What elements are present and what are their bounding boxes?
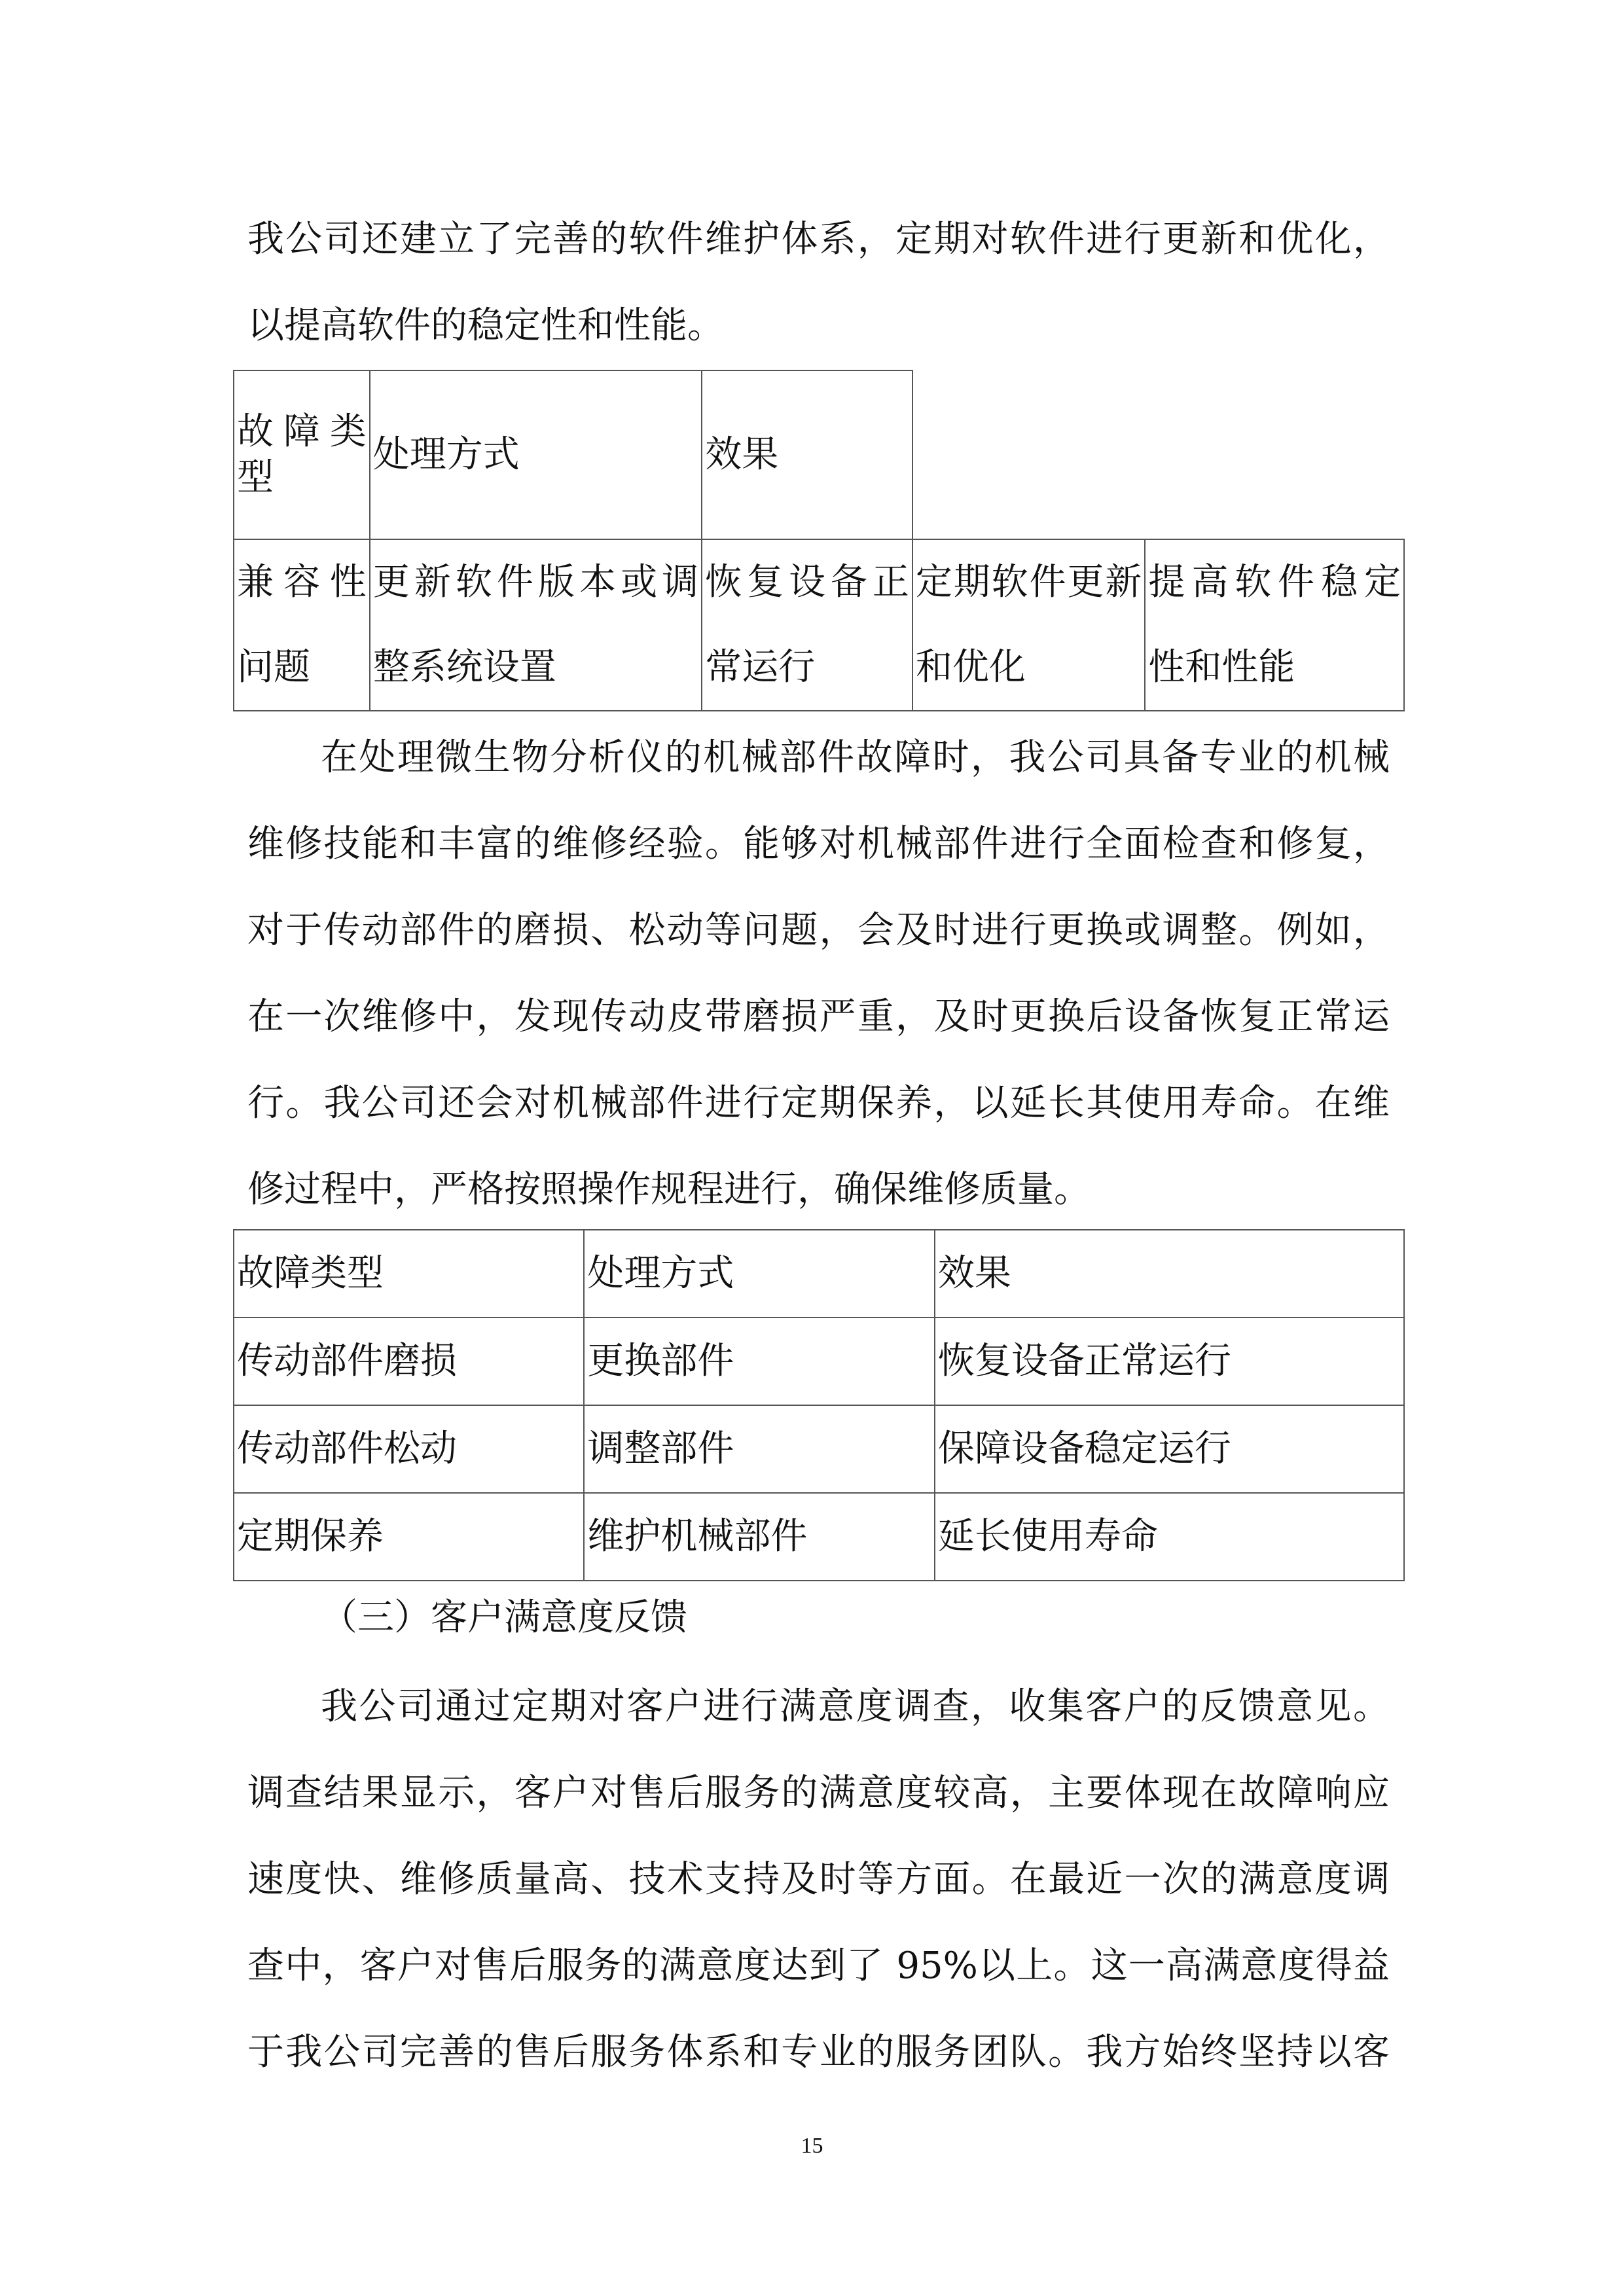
section-heading: （三）客户满意度反馈 [321,1596,687,1639]
row-result [1145,539,1404,711]
table-row [234,1405,1404,1493]
mechanical-fault-table [233,1229,1405,1581]
row-result-line2: 性和性能 [1148,646,1295,689]
paragraph2-line-3: 对于传动部件的磨损、松动等问题，会及时进行更换或调整。例如， [247,909,1390,952]
table-cell: 传动部件磨损 [234,1318,584,1405]
header-effect: 效果 [935,1230,1404,1318]
table-cell: 延长使用寿命 [935,1493,1404,1581]
row-measure [912,539,1146,711]
table-header-row [234,370,1404,539]
row-effect [702,539,912,711]
header-effect: 效果 [702,370,912,539]
paragraph2-line-1: 在处理微生物分析仪的机械部件故障时，我公司具备专业的机械 [321,736,1390,779]
intro-line-1: 我公司还建立了完善的软件维护体系，定期对软件进行更新和优化， [247,218,1390,260]
row-result-line1: 提高软件稳定 [1148,561,1401,603]
table-cell: 调整部件 [584,1405,934,1493]
row-fault-type-line2: 问题 [237,646,310,689]
paragraph3-line-4: 查中，客户对售后服务的满意度达到了 95%以上。这一高满意度得益 [247,1945,1390,1987]
software-fault-table [233,370,1405,711]
paragraph2-line-2: 维修技能和丰富的维修经验。能够对机械部件进行全面检查和修复， [247,823,1390,865]
paragraph3-line-1: 我公司通过定期对客户进行满意度调查，收集客户的反馈意见。 [321,1685,1390,1728]
header-fault-type: 故障类型 [234,1230,584,1318]
row-method-line1: 更新软件版本或调 [372,561,699,603]
header-method: 处理方式 [370,370,702,539]
row-measure-line1: 定期软件更新 [915,561,1142,603]
paragraph2-line-5: 行。我公司还会对机械部件进行定期保养，以延长其使用寿命。在维 [247,1082,1390,1124]
row-method-line2: 整系统设置 [372,646,556,689]
row-measure-line2: 和优化 [915,646,1026,689]
paragraph3-line-2: 调查结果显示，客户对售后服务的满意度较高，主要体现在故障响应 [247,1772,1390,1814]
table-cell: 传动部件松动 [234,1405,584,1493]
paragraph2-line-4: 在一次维修中，发现传动皮带磨损严重，及时更换后设备恢复正常运 [247,996,1390,1038]
table-cell: 定期保养 [234,1493,584,1581]
header-empty-2 [1145,370,1404,539]
paragraph3-line-3: 速度快、维修质量高、技术支持及时等方面。在最近一次的满意度调 [247,1858,1390,1901]
header-fault-type [234,370,370,539]
header-empty-1 [912,370,1146,539]
table-cell: 更换部件 [584,1318,934,1405]
row-effect-line2: 常运行 [705,646,816,689]
table-cell: 保障设备稳定运行 [935,1405,1404,1493]
row-effect-line1: 恢复设备正 [705,561,909,603]
table-cell: 维护机械部件 [584,1493,934,1581]
row-method [370,539,702,711]
table-cell: 恢复设备正常运行 [935,1318,1404,1405]
row-fault-type-line1: 兼容性 [237,561,367,603]
page-number: 15 [801,2134,823,2158]
table-row [234,1318,1404,1405]
table-header-row [234,1230,1404,1318]
row-fault-type [234,539,370,711]
header-fault-type-line2: 型 [237,456,274,499]
table-row [234,539,1404,711]
paragraph2-line-6: 修过程中，严格按照操作规程进行，确保维修质量。 [247,1168,1091,1211]
table-row [234,1493,1404,1581]
intro-line-2: 以提高软件的稳定性和性能。 [247,304,724,347]
paragraph3-line-5: 于我公司完善的售后服务体系和专业的服务团队。我方始终坚持以客 [247,2031,1390,2073]
header-fault-type-line1: 故障类 [237,410,367,453]
header-method: 处理方式 [584,1230,934,1318]
